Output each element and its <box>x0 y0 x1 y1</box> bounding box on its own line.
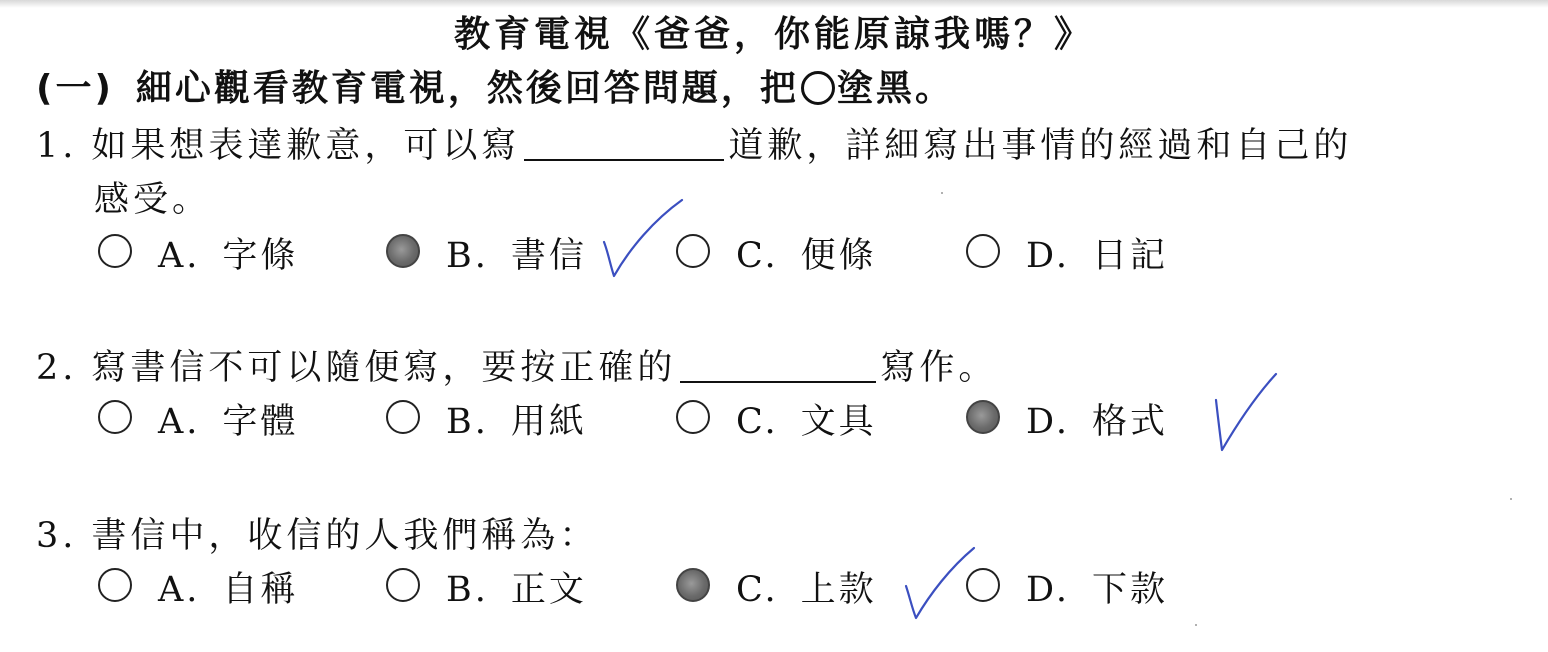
circle-icon <box>801 71 835 105</box>
answer-blank <box>524 129 724 161</box>
option-d: D. 下款 <box>1026 570 1168 610</box>
option-d: D. 日記 <box>1026 236 1168 276</box>
question-number: 3. <box>36 516 78 556</box>
question-number: 2. <box>36 348 78 388</box>
question-number: 1. <box>36 126 78 166</box>
question-1-stem-continued: 感受。 <box>94 180 212 220</box>
option-b: B. 書信 <box>446 236 587 276</box>
option-c: C. 便條 <box>736 236 877 276</box>
stem-before: 寫書信不可以隨便寫，要按正確的 <box>91 348 677 388</box>
option-a: A. 字體 <box>158 402 299 442</box>
question-1-stem <box>36 118 1352 168</box>
answer-blank <box>680 351 876 383</box>
option-bubble-d[interactable] <box>966 234 1000 268</box>
question-2-stem <box>36 340 997 390</box>
option-bubble-a[interactable] <box>98 568 132 602</box>
scan-speck <box>1510 498 1512 500</box>
option-bubble-b-filled[interactable] <box>386 234 420 268</box>
instruction-text-before: 細心觀看教育電視，然後回答問題，把 <box>135 68 799 109</box>
option-bubble-c[interactable] <box>676 400 710 434</box>
section-label: (一) <box>36 68 114 109</box>
section-instruction <box>36 60 954 111</box>
option-b: B. 用紙 <box>446 402 587 442</box>
stem-after: 道歉，詳細寫出事情的經過和自己的 <box>728 126 1353 166</box>
stem-before: 如果想表達歉意，可以寫 <box>91 126 521 166</box>
option-b: B. 正文 <box>446 570 587 610</box>
option-bubble-d-filled[interactable] <box>966 400 1000 434</box>
instruction-text-after: 塗黑。 <box>836 68 954 109</box>
stem-after: 寫作。 <box>880 348 998 388</box>
check-mark-icon <box>902 546 978 622</box>
check-mark-icon <box>1212 370 1282 456</box>
question-3-stem <box>36 508 598 558</box>
option-bubble-b[interactable] <box>386 400 420 434</box>
option-c: C. 上款 <box>736 570 877 610</box>
option-a: A. 自稱 <box>158 570 299 610</box>
worksheet-title: 教育電視《爸爸，你能原諒我嗎？》 <box>453 14 1094 55</box>
check-mark-icon <box>600 198 690 278</box>
option-bubble-a[interactable] <box>98 400 132 434</box>
scan-speck <box>941 192 943 194</box>
scan-speck <box>1195 624 1197 626</box>
option-a: A. 字條 <box>158 236 299 276</box>
option-bubble-c-filled[interactable] <box>676 568 710 602</box>
option-bubble-b[interactable] <box>386 568 420 602</box>
option-bubble-a[interactable] <box>98 234 132 268</box>
stem-before: 書信中，收信的人我們稱為： <box>91 516 599 556</box>
option-c: C. 文具 <box>736 402 877 442</box>
option-d: D. 格式 <box>1026 402 1168 442</box>
